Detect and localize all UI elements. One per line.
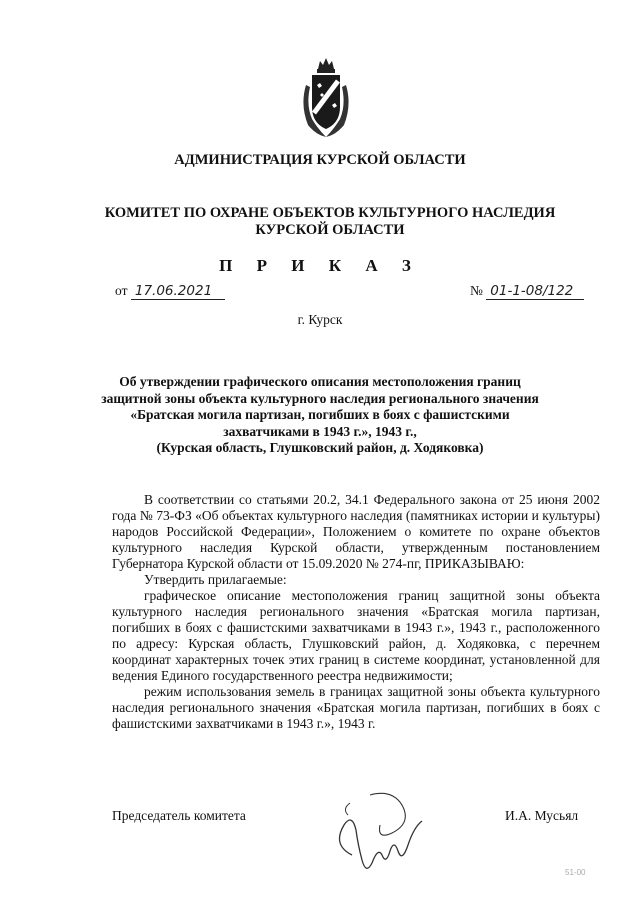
handwritten-signature-icon (322, 785, 432, 885)
subject-line3: «Братская могила партизан, погибших в боях с фашистскими (130, 407, 510, 422)
kursk-coat-of-arms-icon (298, 55, 354, 139)
date-value: 17.06.2021 (131, 283, 225, 300)
body-paragraph-preamble: В соответствии со статьями 20.2, 34.1 Федерального закона от 25 июня 2002 года № 73-ФЗ «Об объектах культурного наследия (памятниках истории и культуры) народов Российской Федерации», Положением о комитете по охране объектов культурного наследия Курской области, утвержденным постановлением Губернатора Курской области от 15.09.2020 № 274-пг, ПРИКАЗЫВАЮ: (112, 492, 600, 571)
date-field (115, 283, 225, 300)
order-subject (90, 374, 550, 457)
body-paragraph-approve: Утвердить прилагаемые: (144, 572, 287, 587)
signatory-name: И.А. Мусьял (505, 808, 579, 823)
date-prefix: от (115, 283, 128, 298)
number-value: 01-1-08/122 (486, 283, 584, 300)
committee-title (60, 205, 600, 239)
body-paragraph-graphic-description: графическое описание местоположения границ защитной зоны объекта культурного наследия регионального значения «Братская могила партизан, погибших в боях с фашистскими захватчиками в 1943 г.», 1943 г., расположенного по адресу: Курская область, Глушковский район, д. Ходяковка, с перечнем координат характерных точек этих границ в системе координат, установленной для ведения Единого государственного реестра недвижимости; (112, 588, 600, 683)
subject-line4: захватчиками в 1943 г.», 1943 г., (223, 423, 417, 439)
body-paragraph-land-use-regime: режим использования земель в границах защитной зоны объекта культурного наследия регионального значения «Братская могила партизан, погибших в боях с фашистскими захватчиками в 1943 г.», 1943 г. (112, 684, 600, 731)
order-body (112, 492, 600, 732)
committee-title-line1: КОМИТЕТ ПО ОХРАНЕ ОБЪЕКТОВ КУЛЬТУРНОГО НАСЛЕДИЯ (104, 205, 556, 221)
committee-title-line2: КУРСКОЙ ОБЛАСТИ (255, 222, 405, 238)
number-prefix: № (470, 283, 483, 298)
document-type: П Р И К А З (219, 256, 421, 275)
signatory-position: Председатель комитета (112, 808, 246, 823)
subject-line5: (Курская область, Глушковский район, д. Ходяковка) (156, 440, 484, 455)
footer-mark: 51-00 (565, 868, 586, 877)
city-line: г. Курск (297, 312, 343, 327)
subject-line2: защитной зоны объекта культурного наследия регионального значения (101, 390, 539, 406)
administration-title: АДМИНИСТРАЦИЯ КУРСКОЙ ОБЛАСТИ (174, 152, 466, 168)
number-field (470, 283, 584, 300)
subject-line1: Об утверждении графического описания местоположения границ (119, 374, 521, 389)
